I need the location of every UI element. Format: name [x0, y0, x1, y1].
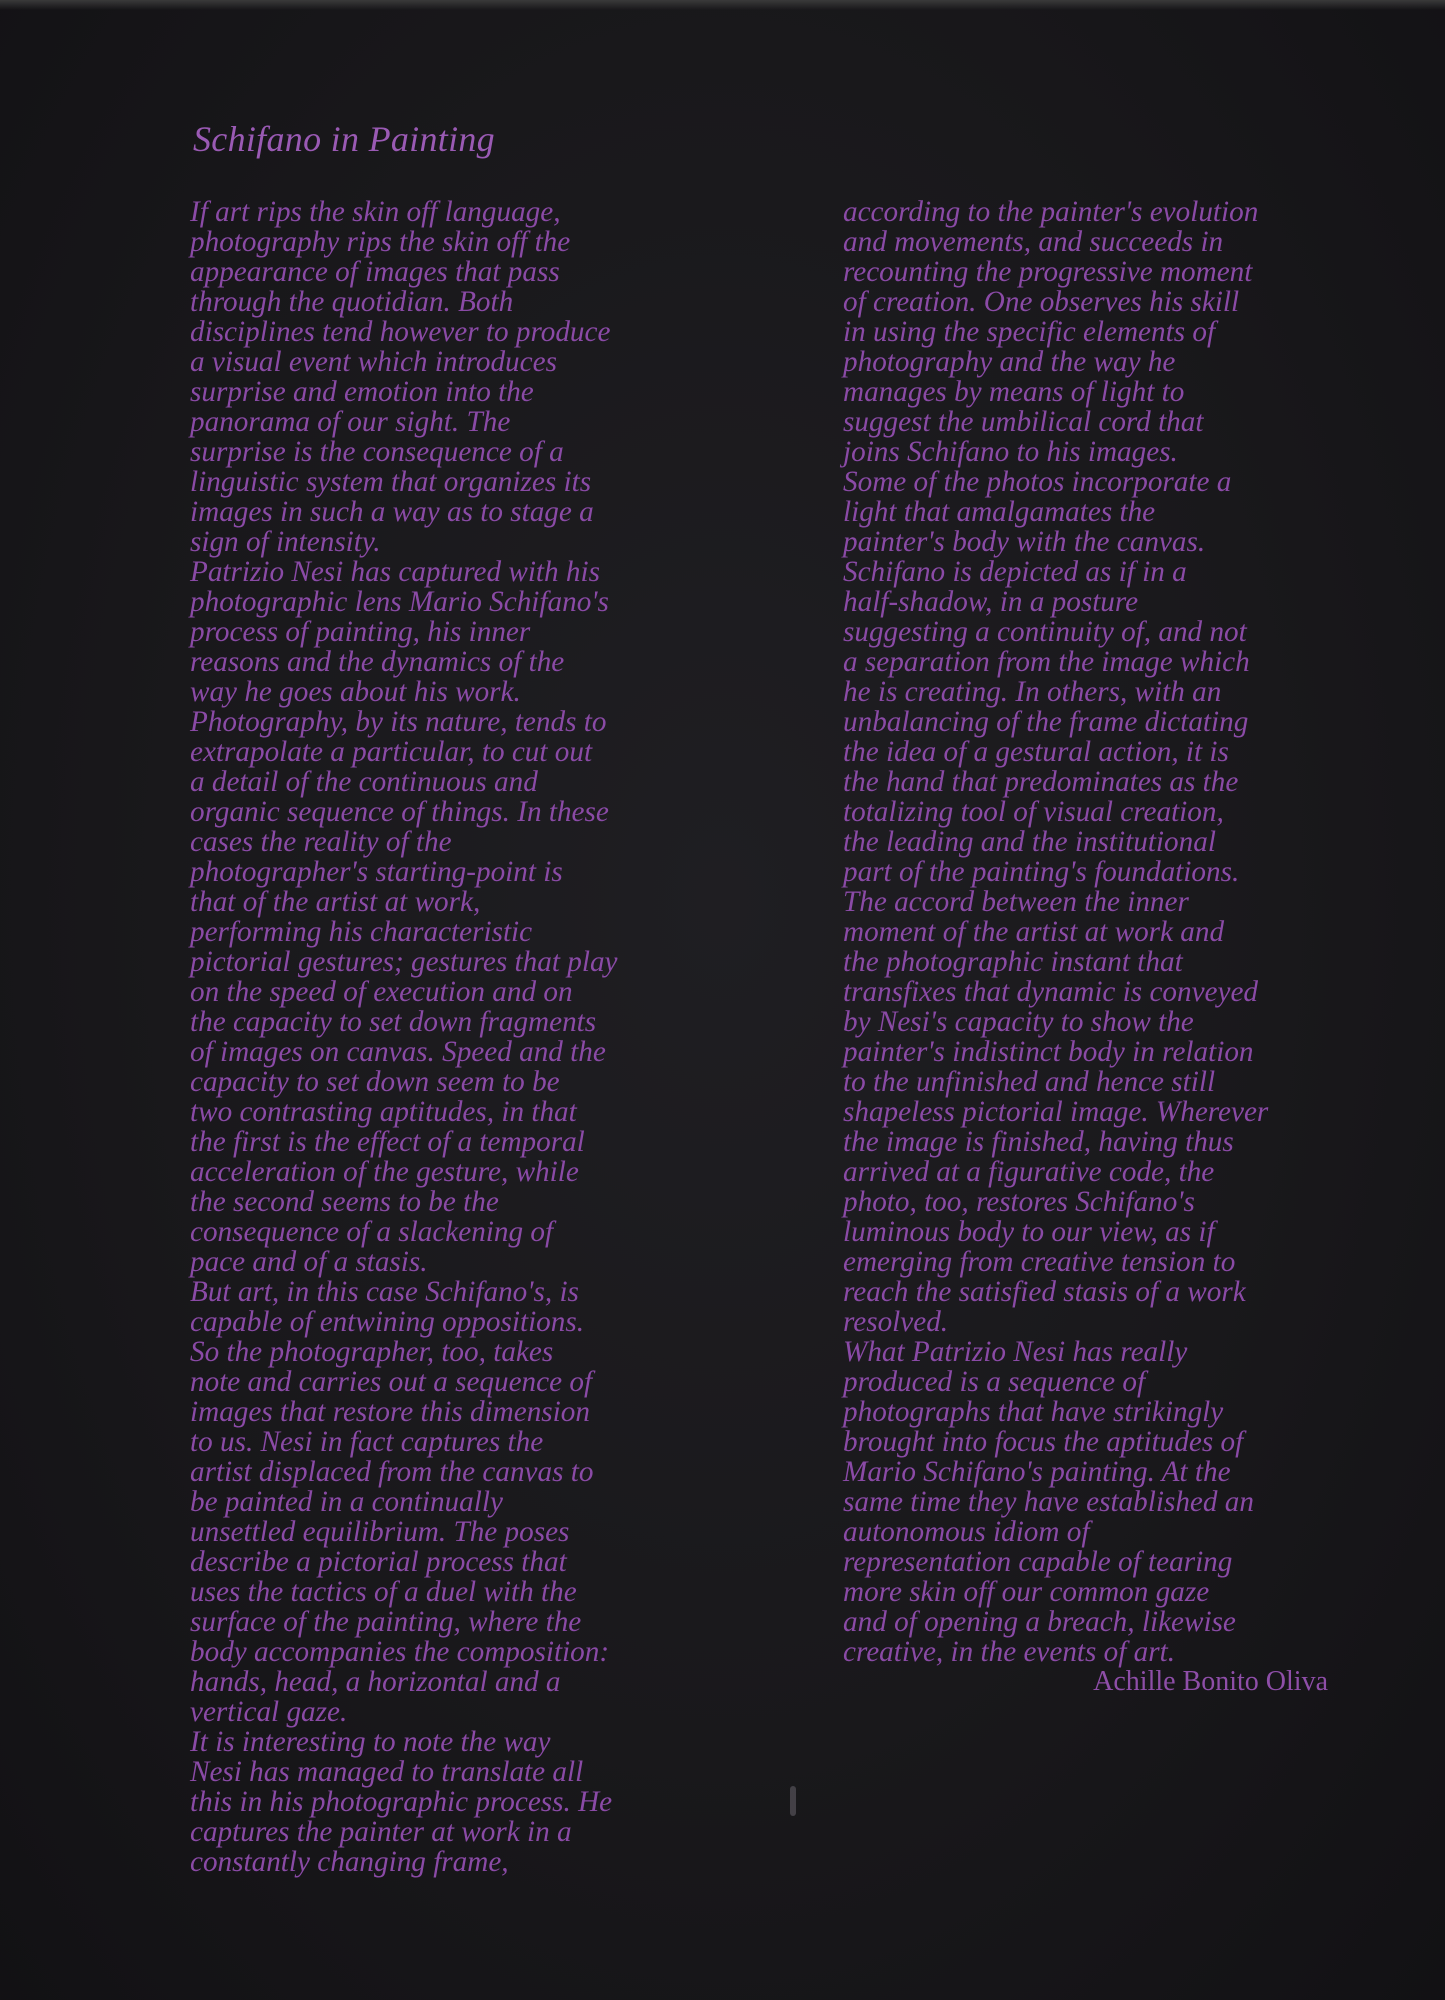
- text-line: reasons and the dynamics of the: [190, 646, 565, 678]
- text-line: part of the painting's foundations.: [843, 856, 1240, 888]
- text-line: the second seems to be the: [190, 1186, 499, 1218]
- text-line: So the photographer, too, takes: [190, 1336, 554, 1368]
- text-line: It is interesting to note the way: [190, 1726, 551, 1758]
- text-line: to the unfinished and hence still: [843, 1066, 1216, 1098]
- text-line: recounting the progressive moment: [843, 256, 1253, 288]
- text-line: on the speed of execution and on: [190, 976, 573, 1008]
- text-line: images in such a way as to stage a: [190, 496, 594, 528]
- text-line: hands, head, a horizontal and a: [190, 1666, 561, 1698]
- text-line: emerging from creative tension to: [843, 1246, 1236, 1278]
- text-line: capacity to set down seem to be: [190, 1066, 560, 1098]
- text-line: surprise and emotion into the: [190, 376, 534, 408]
- text-line: a detail of the continuous and: [190, 766, 538, 798]
- text-line: creative, in the events of art.: [843, 1636, 1176, 1668]
- text-line: he is creating. In others, with an: [843, 676, 1222, 708]
- text-line: vertical gaze.: [190, 1696, 348, 1728]
- text-line: suggest the umbilical cord that: [843, 406, 1204, 438]
- text-line: according to the painter's evolution: [843, 196, 1259, 228]
- text-line: be painted in a continually: [190, 1486, 503, 1518]
- text-line: cases the reality of the: [190, 826, 452, 858]
- text-line: linguistic system that organizes its: [190, 466, 592, 498]
- text-line: by Nesi's capacity to show the: [843, 1006, 1194, 1038]
- text-line: a visual event which introduces: [190, 346, 557, 378]
- text-line: the photographic instant that: [843, 946, 1183, 978]
- text-line: surprise is the consequence of a: [190, 436, 564, 468]
- text-line: pictorial gestures; gestures that play: [190, 946, 618, 978]
- text-line: photo, too, restores Schifano's: [843, 1186, 1195, 1218]
- text-line: the hand that predominates as the: [843, 766, 1239, 798]
- text-line: shapeless pictorial image. Wherever: [843, 1096, 1269, 1128]
- text-line: captures the painter at work in a: [190, 1816, 572, 1848]
- text-line: capable of entwining oppositions.: [190, 1306, 585, 1338]
- text-line: a separation from the image which: [843, 646, 1250, 678]
- text-line: painter's indistinct body in relation: [843, 1036, 1254, 1068]
- text-line: the leading and the institutional: [843, 826, 1216, 858]
- text-line: Nesi has managed to translate all: [190, 1756, 584, 1788]
- text-line: manages by means of light to: [843, 376, 1185, 408]
- text-line: process of painting, his inner: [190, 616, 531, 648]
- text-line: two contrasting aptitudes, in that: [190, 1096, 577, 1128]
- text-line: organic sequence of things. In these: [190, 796, 609, 828]
- text-line: arrived at a figurative code, the: [843, 1156, 1215, 1188]
- text-column-left: [190, 197, 690, 1877]
- text-line: disciplines tend however to produce: [190, 316, 611, 348]
- text-line: way he goes about his work.: [190, 676, 521, 708]
- text-line: luminous body to our view, as if: [843, 1216, 1215, 1248]
- text-line: Mario Schifano's painting. At the: [843, 1456, 1231, 1488]
- text-line: autonomous idiom of: [843, 1516, 1090, 1548]
- text-line: reach the satisfied stasis of a work: [843, 1276, 1246, 1308]
- text-line: the image is finished, having thus: [843, 1126, 1234, 1158]
- text-line: totalizing tool of visual creation,: [843, 796, 1224, 828]
- text-line: through the quotidian. Both: [190, 286, 514, 318]
- text-line: in using the specific elements of: [843, 316, 1216, 348]
- text-line: moment of the artist at work and: [843, 916, 1225, 948]
- text-line: Photography, by its nature, tends to: [190, 706, 607, 738]
- text-line: pace and of a stasis.: [190, 1246, 428, 1278]
- text-line: representation capable of tearing: [843, 1546, 1233, 1578]
- text-line: artist displaced from the canvas to: [190, 1456, 594, 1488]
- text-line: joins Schifano to his images.: [843, 436, 1178, 468]
- text-line: panorama of our sight. The: [190, 406, 511, 438]
- text-line: suggesting a continuity of, and not: [843, 616, 1247, 648]
- text-line: performing his characteristic: [190, 916, 533, 948]
- text-line: same time they have established an: [843, 1486, 1254, 1518]
- text-line: to us. Nesi in fact captures the: [190, 1426, 544, 1458]
- text-line: the capacity to set down fragments: [190, 1006, 597, 1038]
- text-line: light that amalgamates the: [843, 496, 1156, 528]
- text-line: that of the artist at work,: [190, 886, 481, 918]
- text-line: acceleration of the gesture, while: [190, 1156, 579, 1188]
- text-line: What Patrizio Nesi has really: [843, 1336, 1188, 1368]
- text-line: photographer's starting-point is: [190, 856, 563, 888]
- text-line: painter's body with the canvas.: [843, 526, 1206, 558]
- text-line: describe a pictorial process that: [190, 1546, 567, 1578]
- text-line: surface of the painting, where the: [190, 1606, 582, 1638]
- text-line: and of opening a breach, likewise: [843, 1606, 1236, 1638]
- author-signature: Achille Bonito Oliva: [1093, 1666, 1328, 1697]
- page-title: Schifano in Painting: [193, 119, 495, 159]
- page-edge: [0, 0, 1445, 10]
- text-line: photographic lens Mario Schifano's: [190, 586, 609, 618]
- text-line: body accompanies the composition:: [190, 1636, 610, 1668]
- text-line: unsettled equilibrium. The poses: [190, 1516, 570, 1548]
- text-line: uses the tactics of a duel with the: [190, 1576, 577, 1608]
- text-line: the first is the effect of a temporal: [190, 1126, 585, 1158]
- text-line: appearance of images that pass: [190, 256, 560, 288]
- text-line: extrapolate a particular, to cut out: [190, 736, 593, 768]
- text-line: half-shadow, in a posture: [843, 586, 1139, 618]
- text-line: more skin off our common gaze: [843, 1576, 1210, 1608]
- text-line: The accord between the inner: [843, 886, 1189, 918]
- text-line: transfixes that dynamic is conveyed: [843, 976, 1258, 1008]
- text-line: of images on canvas. Speed and the: [190, 1036, 606, 1068]
- text-line: of creation. One observes his skill: [843, 286, 1240, 318]
- text-line: images that restore this dimension: [190, 1396, 590, 1428]
- text-line: unbalancing of the frame dictating: [843, 706, 1249, 738]
- text-line: Patrizio Nesi has captured with his: [190, 556, 600, 588]
- text-line: consequence of a slackening of: [190, 1216, 554, 1248]
- dust-speck: [790, 1786, 796, 1816]
- text-column-right: [843, 197, 1363, 1697]
- text-line: But art, in this case Schifano's, is: [190, 1276, 579, 1308]
- text-line: If art rips the skin off language,: [190, 196, 561, 228]
- text-line: resolved.: [843, 1306, 949, 1338]
- text-line: Schifano is depicted as if in a: [843, 556, 1187, 588]
- text-line: and movements, and succeeds in: [843, 226, 1224, 258]
- text-line: the idea of a gestural action, it is: [843, 736, 1229, 768]
- text-line: constantly changing frame,: [190, 1846, 509, 1878]
- text-line: photography rips the skin off the: [190, 226, 571, 258]
- text-line: Some of the photos incorporate a: [843, 466, 1232, 498]
- text-line: photography and the way he: [843, 346, 1176, 378]
- text-line: sign of intensity.: [190, 526, 381, 558]
- text-line: produced is a sequence of: [843, 1366, 1146, 1398]
- text-line: note and carries out a sequence of: [190, 1366, 593, 1398]
- text-line: brought into focus the aptitudes of: [843, 1426, 1244, 1458]
- text-line: photographs that have strikingly: [843, 1396, 1224, 1428]
- text-line: this in his photographic process. He: [190, 1786, 613, 1818]
